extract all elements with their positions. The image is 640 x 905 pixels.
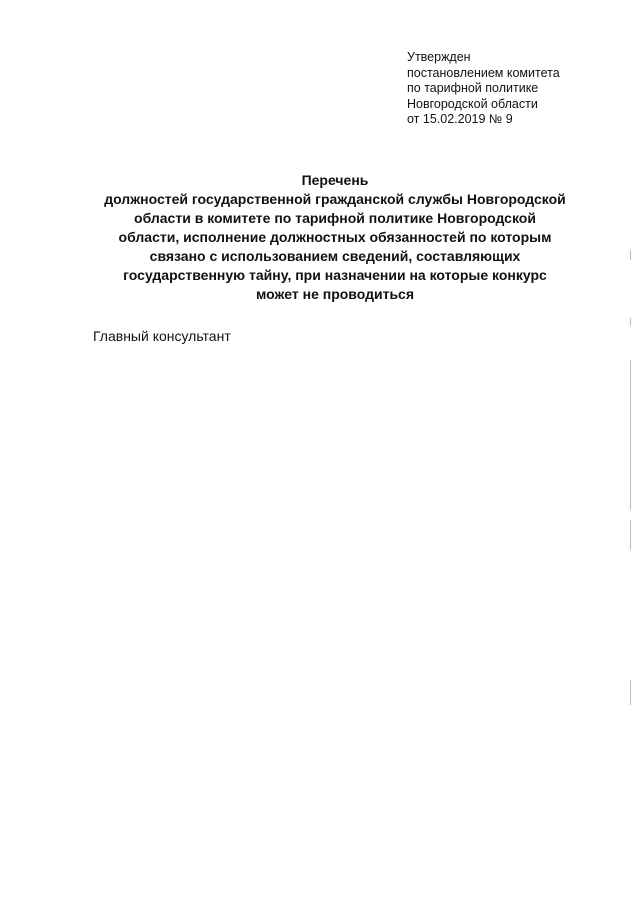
scan-artifact [630, 250, 631, 260]
title-line: области, исполнение должностных обязанностей по которым [118, 229, 552, 245]
document-title [70, 171, 600, 304]
position-item: Главный консультант [93, 328, 231, 344]
title-line: может не проводиться [255, 286, 415, 302]
title-heading: Перечень [301, 172, 369, 188]
approval-line: от 15.02.2019 № 9 [407, 112, 513, 126]
approval-line: Утвержден [407, 50, 471, 64]
approval-stamp [407, 50, 617, 128]
scan-artifact [630, 360, 631, 510]
scan-artifact [630, 520, 631, 550]
approval-line: по тарифной политике [407, 81, 539, 95]
scan-artifact [630, 318, 631, 326]
title-line: области в комитете по тарифной политике Новгородской [134, 210, 536, 226]
title-line: должностей государственной гражданской службы Новгородской [104, 191, 566, 207]
approval-line: Новгородской области [407, 96, 538, 111]
title-line: государственную тайну, при назначении на которые конкурс [123, 267, 547, 283]
approval-line: постановлением комитета [407, 65, 560, 80]
title-line: связано с использованием сведений, составляющих [149, 248, 521, 264]
scan-artifact [630, 680, 631, 705]
